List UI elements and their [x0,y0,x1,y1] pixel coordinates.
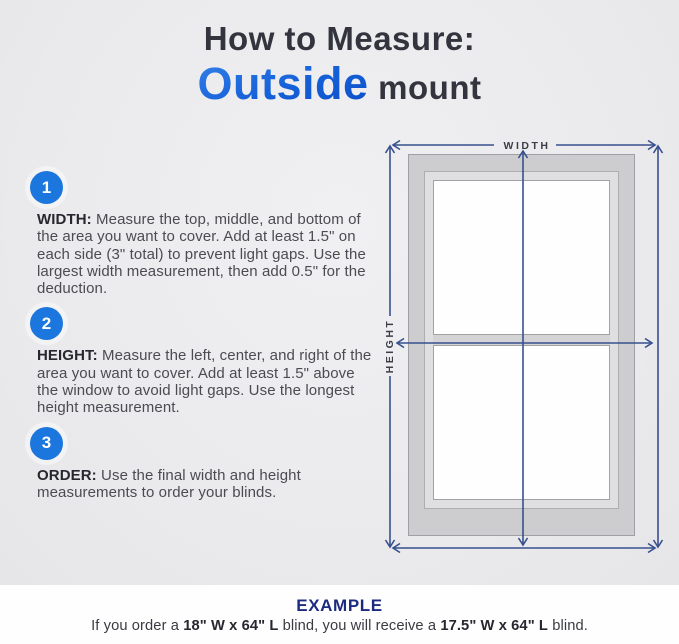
example-mid: blind, you will receive a [278,617,441,634]
step-1-body: Measure the top, middle, and bottom of the area you want to cover. Add at least 1.5" on each side (3" total) to prevent light gaps. Use the largest width measurement, then add 0.5" for the deduction. [37,211,366,298]
center-horizontal-line [397,339,652,348]
step-1-badge: 1 [30,171,63,204]
height-measure-line [384,146,396,547]
step-2-text [37,347,376,416]
width-label: WIDTH [503,140,551,152]
step-3-text [37,467,376,502]
example-post: blind. [548,617,588,634]
step-3-body: Use the final width and height measurements to order your blinds. [37,466,301,501]
step-3-label: ORDER: [37,466,97,484]
right-measure-line [654,146,663,547]
title-line2 [0,57,679,109]
step-order [29,427,376,502]
step-width [29,171,376,297]
title-line1: How to Measure: [203,20,476,57]
step-height [29,307,376,416]
example-pre: If you order a [91,617,184,634]
step-1-text [37,211,376,297]
center-vertical-line [519,151,528,545]
title-mount: mount [368,68,482,106]
example-received-size: 17.5" W x 64" L [440,617,549,634]
step-2-badge: 2 [30,307,63,340]
width-measure-line [393,140,655,152]
step-2-label: HEIGHT: [37,347,98,365]
height-label: HEIGHT [384,318,396,374]
step-1-label: WIDTH: [37,211,92,228]
steps-list [29,167,376,511]
example-sentence [91,618,588,634]
example-heading: EXAMPLE [296,595,383,615]
page-title [0,22,679,107]
example-section [0,585,679,644]
step-3-badge: 3 [30,427,63,460]
step-2-body: Measure the left, center, and right of the area you want to cover. Add at least 1.5" above the window to avoid light gaps. Use the longest height measurement. [37,347,372,417]
measurement-overlay [375,125,679,595]
title-highlight-outside: Outside [197,57,369,109]
example-ordered-size: 18" W x 64" L [183,617,279,634]
